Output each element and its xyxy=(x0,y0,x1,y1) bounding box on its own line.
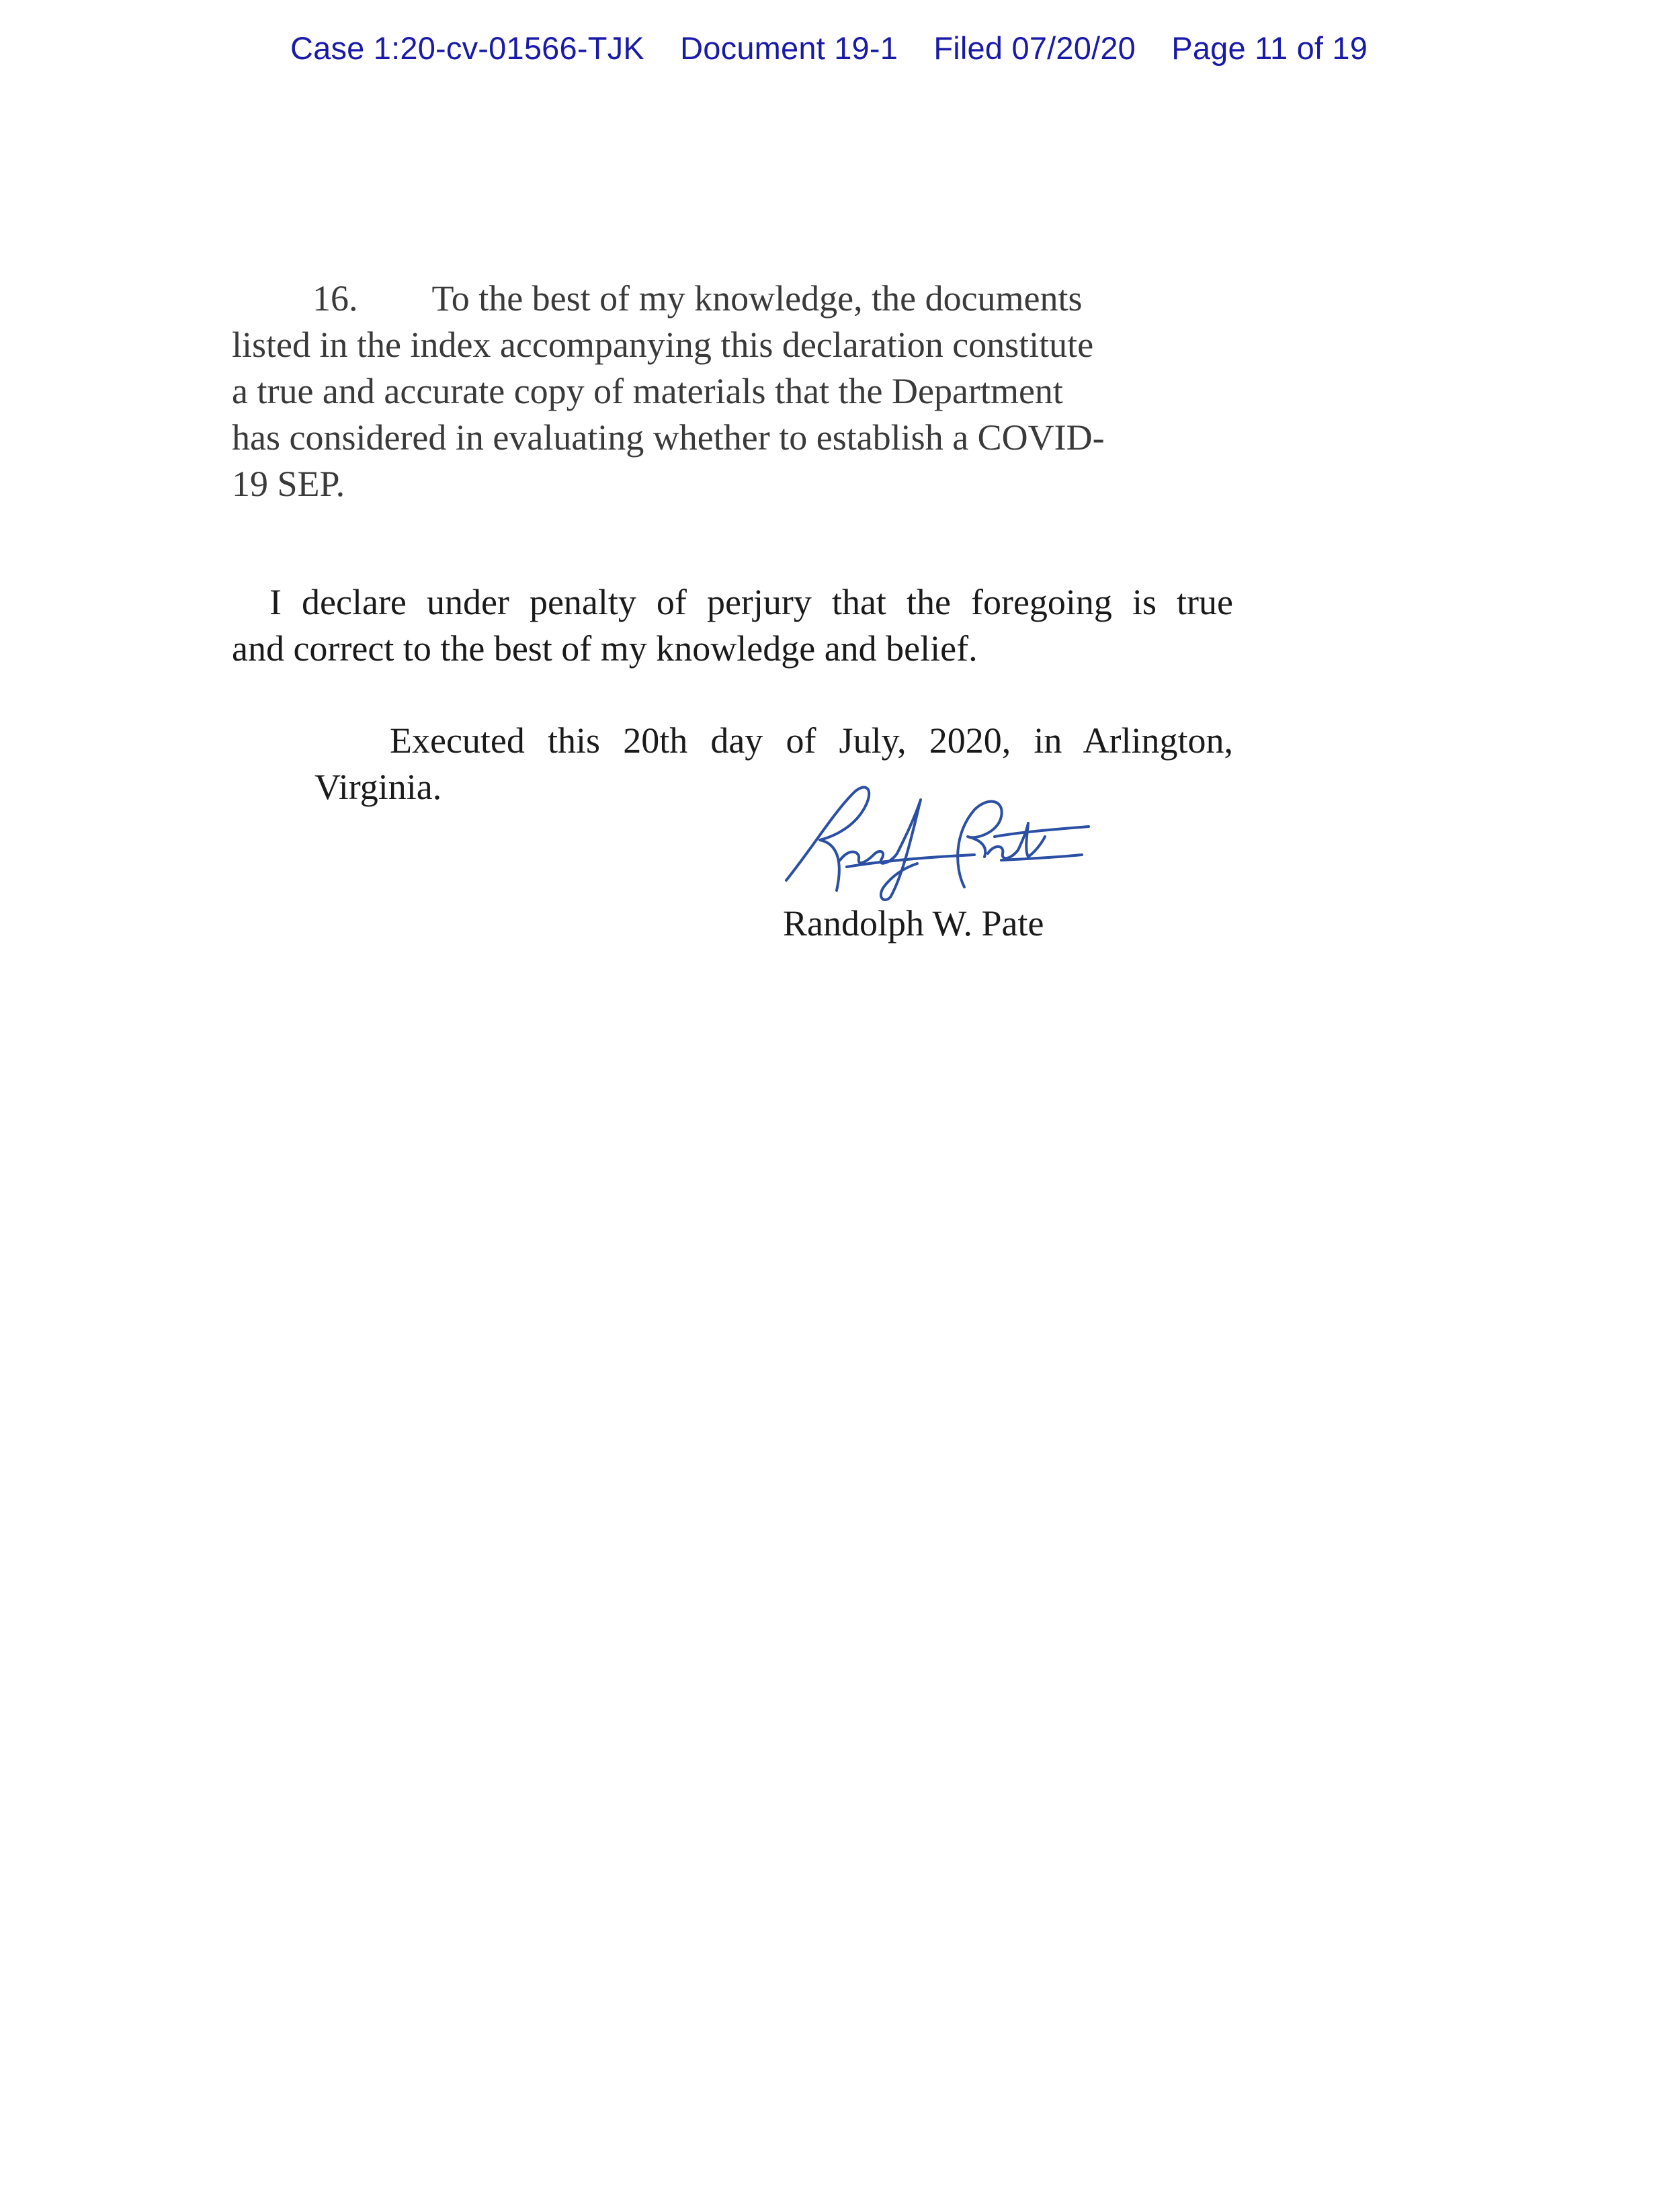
page-number: Page 11 of 19 xyxy=(1171,30,1368,66)
executed-line-1: Executed this 20th day of July, 2020, in Arlington, xyxy=(390,720,1233,761)
declaration-line-1: I declare under penalty of perjury that the foregoing is true xyxy=(269,582,1233,622)
filed-date: Filed 07/20/20 xyxy=(933,30,1136,66)
perjury-declaration xyxy=(232,579,1233,672)
paragraph-16-line-5: 19 SEP. xyxy=(232,464,345,504)
paragraph-16-line-1: 16. To the best of my knowledge, the documents xyxy=(312,278,1083,319)
paragraph-16-line-4: has considered in evaluating whether to establish a COVID- xyxy=(232,417,1105,458)
paragraph-16 xyxy=(232,276,1186,507)
paragraph-16-line-2: listed in the index accompanying this declaration constitute xyxy=(232,325,1094,365)
paragraph-number: 16. xyxy=(312,278,358,319)
signer-name: Randolph W. Pate xyxy=(783,903,1044,943)
declaration-line-2: and correct to the best of my knowledge and belief. xyxy=(232,628,978,669)
handwritten-signature xyxy=(773,773,1109,907)
case-number: Case 1:20-cv-01566-TJK xyxy=(290,30,644,66)
document-number: Document 19-1 xyxy=(680,30,898,66)
paragraph-16-line-3: a true and accurate copy of materials that the Department xyxy=(232,371,1063,411)
case-header xyxy=(290,30,1368,67)
executed-line-2: Virginia. xyxy=(314,767,442,807)
